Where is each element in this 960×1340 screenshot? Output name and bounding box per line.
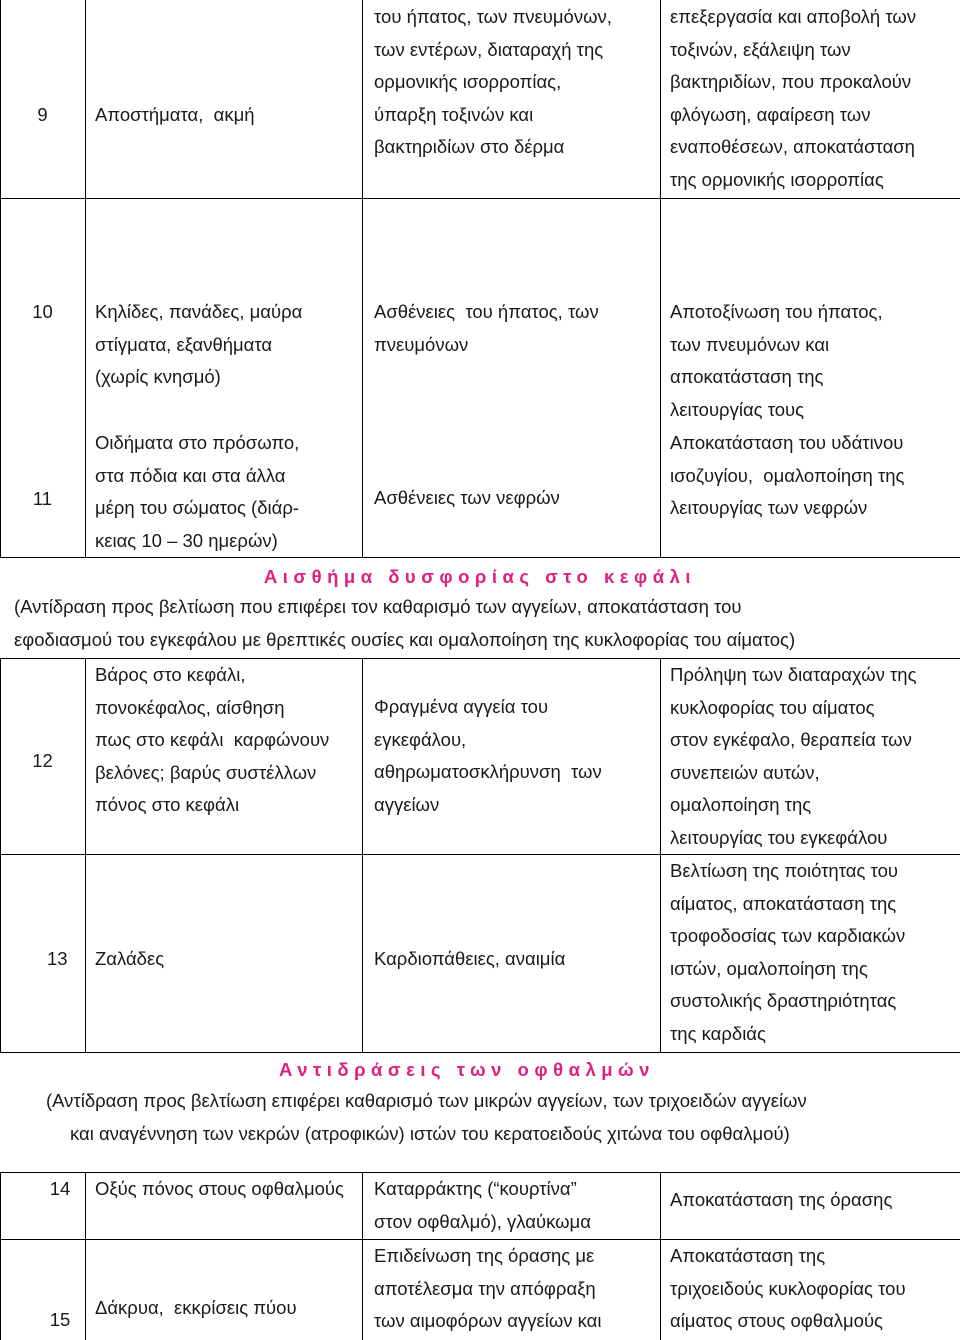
- section-title: Αντιδράσεις των οφθαλμών: [279, 1059, 655, 1080]
- effect-cell: Αποτοξίνωση του ήπατος, των πνευμόνων και αποκατάσταση της λειτουργίας τους: [670, 301, 883, 420]
- col-divider: [85, 0, 86, 557]
- cause-cell: Ασθένειες των νεφρών: [374, 487, 560, 508]
- effect-cell: Πρόληψη των διαταραχών της κυκλοφορίας του αίματος στον εγκέφαλο, θεραπεία των συνεπειών αυτών, ομαλοποίηση της λειτουργίας του εγκεφάλου: [670, 664, 917, 848]
- cause-cell: Φραγμένα αγγεία του εγκεφάλου, αθηρωματοσκλήρυνση των αγγείων: [374, 696, 602, 815]
- col-divider: [362, 0, 363, 557]
- section-note: (Αντίδραση προς βελτίωση που επιφέρει τον καθαρισμό των αγγείων, αποκατάσταση του: [14, 596, 742, 617]
- symptom-cell: Οιδήματα στο πρόσωπο, στα πόδια και στα άλλα μέρη του σώματος (διάρ- κειας 10 – 30 ημερών): [95, 432, 300, 551]
- effect-cell: Βελτίωση της ποιότητας του αίματος, αποκατάσταση της τροφοδοσίας των καρδιακών ιστών, ομαλοποίηση της συστολικής δραστηριότητας της καρδιάς: [670, 860, 906, 1044]
- row-number: 14: [49, 1178, 71, 1199]
- col-divider: [660, 0, 661, 557]
- effect-cell: επεξεργασία και αποβολή των τοξινών, εξάλειψη των βακτηριδίων, που προκαλούν φλόγωση, αφαίρεση των εναποθέσεων, αποκατάσταση της ορμονικής ισορροπίας: [670, 6, 917, 190]
- symptom-cell: Αποστήματα, ακμή: [95, 104, 255, 125]
- col-divider: [0, 658, 1, 1052]
- section-note: και αναγέννηση των νεκρών (ατροφικών) ιστών του κερατοειδούς χιτώνα του οφθαλμού): [70, 1123, 790, 1144]
- symptom-cell: Κηλίδες, πανάδες, μαύρα στίγματα, εξανθήματα (χωρίς κνησμό): [95, 301, 303, 388]
- cause-cell: Καρδιοπάθειες, αναιμία: [374, 948, 566, 969]
- col-divider: [660, 658, 661, 1052]
- effect-cell: Αποκατάσταση της όρασης: [670, 1189, 893, 1210]
- col-divider: [362, 1172, 363, 1340]
- effect-cell: Αποκατάσταση της τριχοειδούς κυκλοφορίας του αίματος στους οφθαλμούς: [670, 1245, 906, 1332]
- symptom-cell: Βάρος στο κεφάλι, πονοκέφαλος, αίσθηση πως στο κεφάλι καρφώνουν βελόνες; βαρύς συστέλλων πόνος στο κεφάλι: [95, 664, 330, 816]
- row-number: 10: [32, 301, 53, 322]
- effect-cell: Αποκατάσταση του υδάτινου ισοζυγίου, ομαλοποίηση της λειτουργίας των νεφρών: [670, 432, 905, 519]
- col-divider: [85, 658, 86, 1052]
- symptom-cell: Ζαλάδες: [95, 948, 165, 969]
- section-note: εφοδιασμού του εγκεφάλου με θρεπτικές ουσίες και ομαλοποίηση της κυκλοφορίας του αίματος): [14, 629, 796, 650]
- row-number: 15: [49, 1309, 71, 1330]
- row-number: 11: [32, 488, 53, 509]
- section-title: Αισθήμα δυσφορίας στο κεφάλι: [263, 566, 697, 587]
- col-divider: [362, 658, 363, 1052]
- cause-cell: του ήπατος, των πνευμόνων, των εντέρων, διαταραχή της ορμονικής ισορροπίας, ύπαρξη τοξινών και βακτηριδίων στο δέρμα: [374, 6, 612, 158]
- cause-cell: Επιδείνωση της όρασης με αποτέλεσμα την απόφραξη των αιμοφόρων αγγείων και: [374, 1245, 602, 1332]
- cause-cell: Καταρράκτης (“κουρτίνα” στον οφθαλμό), γλαύκωμα: [374, 1178, 591, 1232]
- section-note: (Αντίδραση προς βελτίωση επιφέρει καθαρισμό των μικρών αγγείων, των τριχοειδών αγγείων: [46, 1090, 807, 1111]
- row-number: 12: [32, 750, 53, 771]
- symptom-cell: Οξύς πόνος στους οφθαλμούς: [95, 1178, 344, 1199]
- row-number: 9: [37, 104, 48, 125]
- row-divider: [0, 1052, 960, 1053]
- row-number: 13: [47, 948, 68, 969]
- col-divider: [660, 1172, 661, 1340]
- cause-cell: Ασθένειες του ήπατος, των πνευμόνων: [374, 301, 599, 355]
- row-divider: [0, 198, 960, 199]
- col-divider: [0, 0, 1, 557]
- symptom-cell: Δάκρυα, εκκρίσεις πύου: [95, 1297, 297, 1318]
